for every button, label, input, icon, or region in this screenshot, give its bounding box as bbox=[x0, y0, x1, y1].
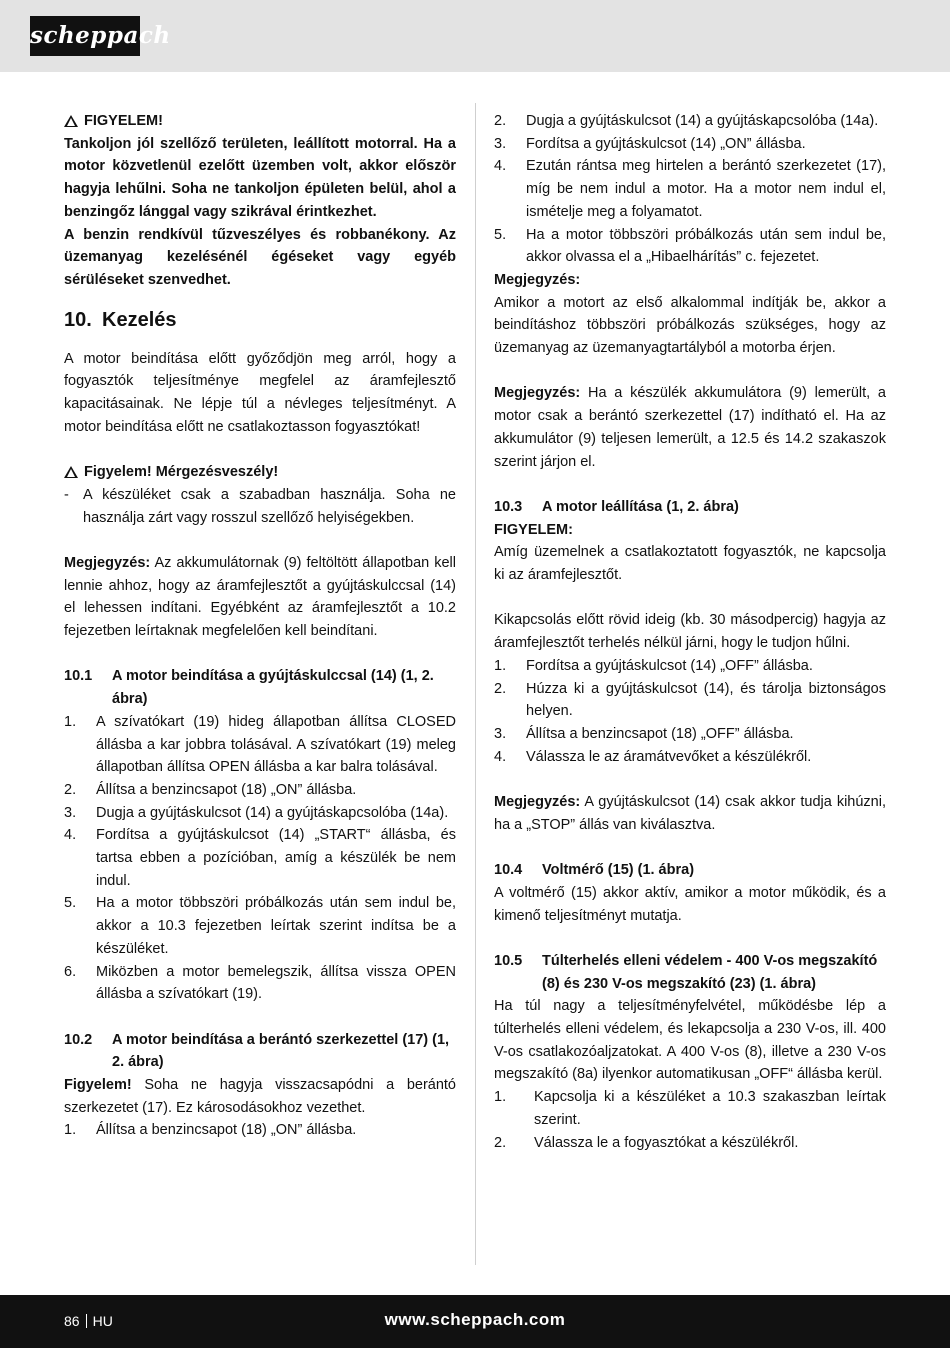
note-paragraph: Amikor a motort az első alkalommal indítják be, akkor a beindításhoz többszöri próbálkozás szükséges, hogy az üzemanyag az üzemanyagtartályból a motorba érjen. bbox=[494, 294, 886, 357]
intro-paragraph: A motor beindítása előtt győződjön meg arról, hogy a fogyasztók teljesítménye megfelel az áramfejlesztő kapacitásainak. Ne lépje túl a névleges teljesítményt. A motor beindítása előtt ne csatlakoztasson fogyasztókat! bbox=[64, 350, 456, 435]
subsection-heading-10-3: 10.3 A motor leállítása (1, 2. ábra) bbox=[494, 498, 739, 515]
list-item bbox=[494, 110, 886, 133]
poison-warning-title: Figyelem! Mérgezésveszély! bbox=[84, 464, 279, 481]
warning-title: FIGYELEM! bbox=[84, 113, 163, 129]
header-bar bbox=[0, 0, 950, 72]
list-item bbox=[64, 779, 456, 802]
list-item: - A készüléket csak a szabadban használja. Soha ne használja zárt vagy rosszul szellőző helyiségekben. bbox=[64, 486, 456, 526]
caution-label: FIGYELEM: bbox=[494, 521, 573, 538]
column-divider bbox=[475, 103, 476, 1265]
list-item-text: Ha a motor többszöri próbálkozás után sem indul be, akkor olvassa el a „Hibaelhárítás” c. fejezetet. bbox=[526, 226, 886, 266]
note-paragraph: Megjegyzés: A gyújtáskulcsot (14) csak akkor tudja kihúzni, ha a „STOP” állás van kiválasztva. bbox=[494, 794, 886, 833]
list-item-number: 6. bbox=[64, 963, 77, 980]
list-item-number: 5. bbox=[64, 895, 77, 912]
section-heading bbox=[64, 306, 456, 334]
list-item-text: Fordítsa a gyújtáskulcsot (14) „ON” állásba. bbox=[526, 135, 806, 152]
warning-text: Tankoljon jól szellőző területen, leállított motorral. Ha a motor közvetlenül ezelőtt üzemben volt, akkor először hagyja lehűlni. Soha ne tankoljon épületen belül, ahol a benzingőz lánggal vagy szikrával érintkezhet. bbox=[64, 135, 456, 220]
list-item-number: 2. bbox=[494, 680, 507, 697]
list-item bbox=[494, 746, 886, 769]
right-column bbox=[494, 110, 886, 1154]
list-item-text: Állítsa a benzincsapot (18) „ON” állásba. bbox=[96, 1122, 357, 1139]
list-item-text: Dugja a gyújtáskulcsot (14) a gyújtáskapcsolóba (14a). bbox=[526, 113, 879, 129]
footer-bar bbox=[0, 1295, 950, 1348]
list-item-number: 3. bbox=[494, 135, 507, 152]
list-item-text: Kapcsolja ki a készüléket a 10.3 szakaszban leírtak szerint. bbox=[534, 1089, 886, 1128]
list-item bbox=[64, 711, 456, 779]
list-item-number: 3. bbox=[64, 804, 77, 821]
poison-warning-heading bbox=[64, 461, 456, 484]
list-item-number: 2. bbox=[64, 781, 77, 798]
list-item bbox=[494, 1086, 886, 1131]
list-item bbox=[494, 133, 886, 156]
list-item bbox=[494, 155, 886, 223]
note-paragraph: Megjegyzés: Ha a készülék akkumulátora (9) lemerült, a motor csak a berántó szerkezettel (17) indítható el. Ha az akkumulátor (9) teljesen lemerült, a 12.5 és 14.2 szakaszok szerint járjon el. bbox=[494, 385, 886, 470]
list-item-number: 2. bbox=[494, 1134, 507, 1151]
paragraph: Kikapcsolás előtt rövid ideig (kb. 30 másodpercig) hagyja az áramfejlesztőt terhelés nélkül járni, hogy le tudjon hűlni. bbox=[494, 612, 886, 652]
list-item-number: 1. bbox=[64, 713, 77, 730]
list-item bbox=[64, 961, 456, 1006]
note-label: Megjegyzés: bbox=[494, 271, 581, 288]
numbered-list bbox=[494, 655, 886, 769]
paragraph: A voltmérő (15) akkor aktív, amikor a motor működik, és a kimenő teljesítményt mutatja. bbox=[494, 884, 886, 924]
list-item-text: Húzza ki a gyújtáskulcsot (14), és tárolja biztonságos helyen. bbox=[526, 680, 886, 720]
list-item-number: 4. bbox=[494, 158, 507, 175]
list-item-number: 1. bbox=[494, 657, 507, 674]
list-item-number: 1. bbox=[64, 1122, 77, 1139]
subsection-heading-10-2: 10.2 A motor beindítása a berántó szerkezettel (17) (1, 2. ábra) bbox=[64, 1031, 450, 1071]
list-item-text: Válassza le a fogyasztókat a készülékről. bbox=[534, 1134, 799, 1151]
scheppach-logo: scheppach bbox=[30, 16, 140, 56]
list-item-text: Dugja a gyújtáskulcsot (14) a gyújtáskapcsolóba (14a). bbox=[96, 804, 449, 821]
numbered-list bbox=[64, 1119, 456, 1142]
list-item-text: Ha a motor többszöri próbálkozás után sem indul be, akkor a 10.3 fejezetben leírtak szerint indítsa be a készüléket. bbox=[96, 895, 456, 957]
list-item bbox=[494, 655, 886, 678]
language-code: HU bbox=[92, 1313, 113, 1329]
list-item-number: 5. bbox=[494, 226, 507, 243]
page-number: 86 bbox=[64, 1313, 80, 1329]
list-item-text: Állítsa a benzincsapot (18) „OFF” állásba. bbox=[526, 725, 794, 742]
list-item-text: Válassza le az áramátvevőket a készülékről. bbox=[526, 748, 812, 765]
numbered-list bbox=[494, 110, 886, 269]
list-item-number: 3. bbox=[494, 725, 507, 742]
subsection-heading-10-4: 10.4 Voltmérő (15) (1. ábra) bbox=[494, 862, 695, 879]
note-paragraph: Megjegyzés: Az akkumulátornak (9) feltöltött állapotban kell lennie ahhoz, hogy az áramfejlesztőt a gyújtáskulccsal (14) el lehessen indítani. Egyébként az áramfejlesztőt a 10.2 fejezetben leírtaknak megfelelően kell beindítani. bbox=[64, 554, 456, 640]
section-number: 10. bbox=[64, 308, 92, 331]
list-item-text: Állítsa a benzincsapot (18) „ON” állásba. bbox=[96, 781, 357, 798]
list-item-number: 1. bbox=[494, 1089, 507, 1106]
list-item bbox=[64, 892, 456, 960]
section-title: Kezelés bbox=[102, 308, 177, 331]
warning-triangle-icon bbox=[64, 466, 78, 478]
list-item bbox=[64, 1119, 456, 1142]
warning-triangle-icon bbox=[64, 115, 78, 127]
list-item-number: 2. bbox=[494, 113, 507, 129]
list-item-text: Fordítsa a gyújtáskulcsot (14) „OFF” állásba. bbox=[526, 657, 813, 674]
paragraph: Ha túl nagy a teljesítményfelvétel, működésbe lép a túlterhelés elleni védelem, és lekapcsolja a 230 V-os, ill. 400 V-os csatlakozóaljzatokat. A 400 V-os (8), illetve a 230 V-os megszakító (8a) ilyenkor automatikusan „OFF“ állásba kerül. bbox=[494, 998, 886, 1083]
list-item bbox=[494, 224, 886, 269]
list-item-text: Ezután rántsa meg hirtelen a berántó szerkezetet (17), míg be nem indul a motor. Ha a motor nem indul el, ismételje meg a folyamatot. bbox=[526, 158, 886, 220]
caution-paragraph: Amíg üzemelnek a csatlakoztatott fogyasztók, ne kapcsolja ki az áramfejlesztőt. bbox=[494, 544, 886, 584]
subsection-heading-10-1: 10.1 A motor beindítása a gyújtáskulccsal (14) (1, 2. ábra) bbox=[64, 668, 434, 708]
list-item bbox=[494, 723, 886, 746]
list-item-number: 4. bbox=[494, 748, 507, 765]
numbered-list bbox=[494, 1086, 886, 1154]
list-item-number: 4. bbox=[64, 827, 77, 844]
left-column bbox=[64, 110, 456, 1142]
caution-paragraph: Figyelem! Soha ne hagyja visszacsapódni a berántó szerkezetet (17). Ez károsodásokhoz vezethet. bbox=[64, 1077, 456, 1116]
list-item-text: Fordítsa a gyújtáskulcsot (14) „START“ állásba, és tartsa ebben a pozícióban, amíg a készülék be nem indul. bbox=[96, 827, 456, 889]
warning-text-2: A benzin rendkívül tűzveszélyes és robbanékony. Az üzemanyag kezelésénél égéseket vagy egyéb sérüléseket szenvedhet. bbox=[64, 226, 456, 288]
list-item bbox=[64, 824, 456, 892]
website-url: www.scheppach.com bbox=[384, 1310, 566, 1329]
list-item bbox=[64, 802, 456, 825]
warning-heading bbox=[64, 110, 456, 133]
list-item bbox=[494, 1132, 886, 1155]
subsection-heading-10-5: 10.5 Túlterhelés elleni védelem - 400 V-os megszakító (8) és 230 V-os megszakító (23) (1. ábra) bbox=[494, 952, 878, 992]
list-item bbox=[494, 678, 886, 723]
numbered-list bbox=[64, 711, 456, 1006]
list-item-text: A szívatókart (19) hideg állapotban állítsa CLOSED állásba a kar jobbra tolásával. A szívatókart (19) meleg állapotban állítsa OPEN állásba a kar balra tolásával. bbox=[96, 713, 456, 776]
list-item-text: Miközben a motor bemelegszik, állítsa vissza OPEN állásba a szívatókart (19). bbox=[96, 963, 456, 1003]
